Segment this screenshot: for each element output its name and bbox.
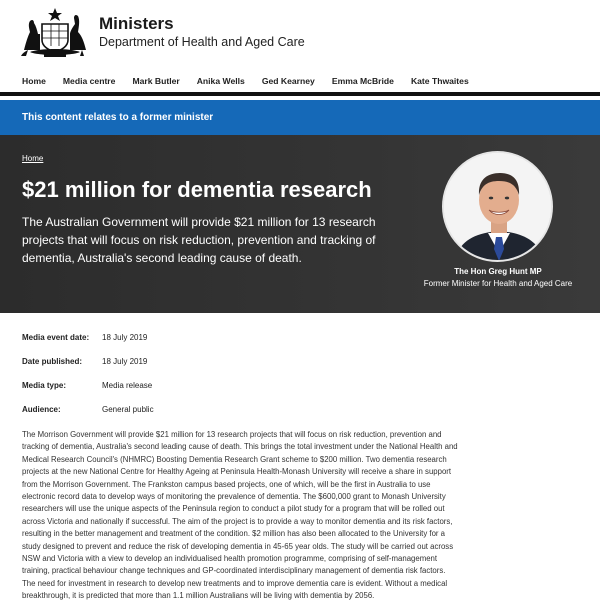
nav-item-media-centre[interactable]: Media centre bbox=[62, 76, 116, 86]
site-title: Ministers bbox=[99, 14, 174, 33]
minister-portrait bbox=[442, 151, 553, 262]
nav-item-mark-butler[interactable]: Mark Butler bbox=[132, 76, 180, 86]
nav-item-home[interactable]: Home bbox=[22, 76, 46, 86]
page-title: $21 million for dementia research bbox=[22, 177, 372, 202]
hero-lede: The Australian Government will provide $21 million for 13 research projects that will focus on risk reduction, prevention and tracking of dementia, Australia's second leading cause of death. bbox=[22, 215, 376, 265]
nav-item-ged-kearney[interactable]: Ged Kearney bbox=[261, 76, 315, 86]
nav-item-kate-thwaites[interactable]: Kate Thwaites bbox=[410, 76, 469, 86]
main-nav bbox=[0, 66, 600, 96]
breadcrumb-home-link[interactable]: Home bbox=[22, 154, 44, 163]
meta-label: Audience: bbox=[22, 405, 61, 414]
meta-row-media-type bbox=[22, 381, 422, 405]
article-body: The Morrison Government will provide $21 million for 13 research projects that will focus on risk reduction, prevention and tracking of dementia, Australia's second leading cause of death. This brings the total investment under the National Health and Medical Research Council's (NHMRC) Boosting Dementia Research Grant scheme to $200 million. Two dementia research projects at the new National Centre for Healthy Ageing at Peninsula Health-Monash University will receive a share in support from the Morrison Government. The Frankston campus based projects, one of which, will be the first in Australia to use electronic record data to develop ways of monitoring the prevalence of dementia. The $600,000 grant to Monash University researchers will use the unique aspects of the Peninsula region to conduct a pilot study for a program that will be rolled out across Victoria and nationally if successful. The aim of the project is to provide a way to monitor dementia and its risk factors, resulting in the better management and treatment of the condition. $2 million has also been allocated to the University for a study designed to prevent and reduce the risk of developing dementia in 45-65 year olds. The study will be carried out across NSW and Victoria with a view to develop an individualised health promotion programme, comprising of self-management training, practical behaviour change techniques and GP-coordinated interdisciplinary management of dementia risk factors. The need for investment in research to develop new treatments and to improve dementia care is evident. Without a medical breakthrough, it is predicted that more than 1.1 million Australians will be living with dementia by 2056. bbox=[22, 430, 458, 600]
nav-item-emma-mcbride[interactable]: Emma McBride bbox=[331, 76, 394, 86]
meta-value: 18 July 2019 bbox=[102, 357, 148, 366]
hero-section bbox=[0, 135, 600, 313]
minister-name: The Hon Greg Hunt MP bbox=[454, 267, 542, 276]
meta-value: 18 July 2019 bbox=[102, 333, 148, 342]
nav-item-anika-wells[interactable]: Anika Wells bbox=[196, 76, 245, 86]
meta-value: Media release bbox=[102, 381, 153, 390]
former-minister-banner bbox=[0, 100, 600, 135]
meta-value: General public bbox=[102, 405, 154, 414]
coat-of-arms-icon[interactable] bbox=[20, 6, 90, 58]
site-header bbox=[0, 0, 600, 66]
meta-row-event-date bbox=[22, 333, 422, 357]
site-subtitle: Department of Health and Aged Care bbox=[99, 35, 305, 49]
banner-text: This content relates to a former minister bbox=[22, 112, 214, 123]
meta-label: Media type: bbox=[22, 381, 67, 390]
meta-row-date-published bbox=[22, 357, 422, 381]
meta-label: Date published: bbox=[22, 357, 83, 366]
minister-role: Former Minister for Health and Aged Care bbox=[423, 279, 573, 288]
meta-row-audience bbox=[22, 405, 422, 429]
meta-label: Media event date: bbox=[22, 333, 90, 342]
media-metadata bbox=[22, 333, 422, 429]
